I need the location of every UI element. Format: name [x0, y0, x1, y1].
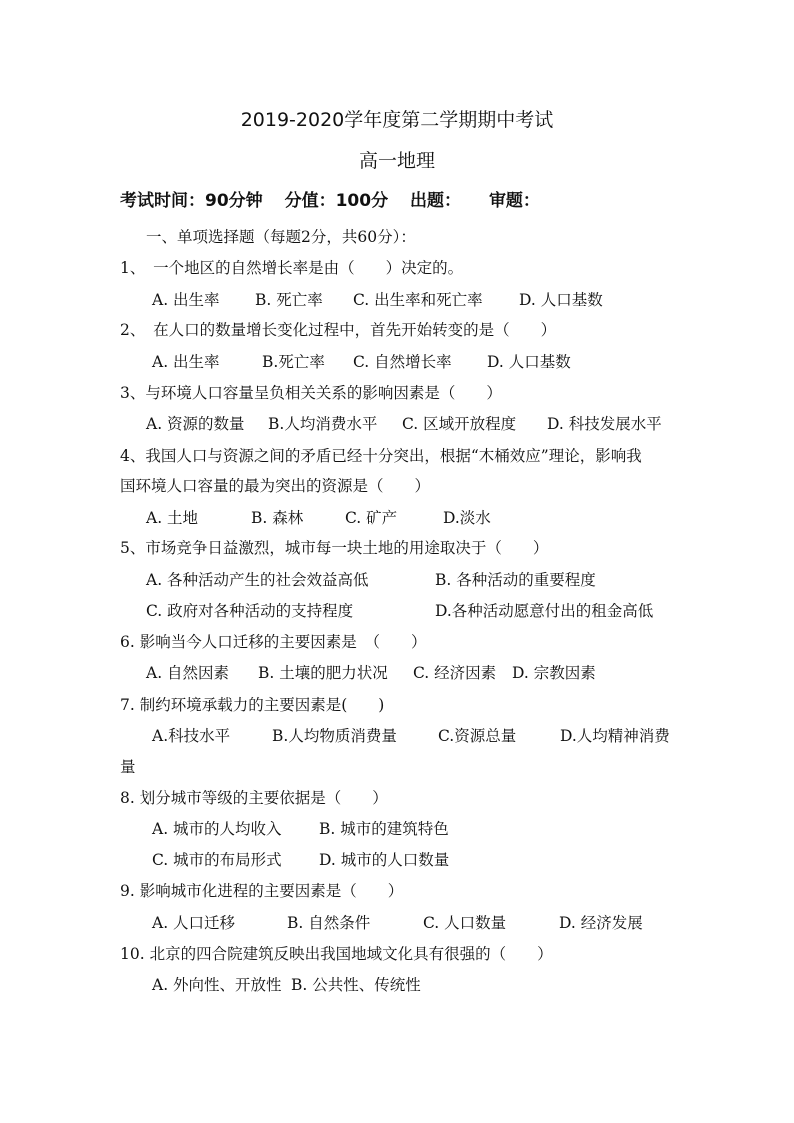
exam-subject: 高一地理	[358, 150, 435, 172]
option: C. 自然增长率	[353, 353, 452, 371]
option: A. 外向性、开放性	[152, 976, 282, 994]
option: B. 各种活动的重要程度	[435, 571, 596, 589]
question-stem: 9. 影响城市化进程的主要因素是（ ）	[120, 882, 404, 900]
option: B. 死亡率	[255, 291, 323, 309]
question-stem: 8. 划分城市等级的主要依据是（ ）	[120, 789, 388, 807]
option: B. 自然条件	[287, 914, 371, 932]
question-stem: 6. 影响当今人口迁移的主要因素是 （ ）	[120, 633, 427, 651]
exam-reviewer: 审题：	[488, 191, 540, 211]
question-stem: 5、市场竞争日益激烈，城市每一块土地的用途取决于（ ）	[120, 539, 549, 557]
exam-score: 分值：100分	[284, 191, 389, 211]
option: D.各种活动愿意付出的租金高低	[435, 602, 654, 620]
option: C.资源总量	[438, 727, 517, 745]
option: B.人均消费水平	[268, 415, 378, 433]
option: B.人均物质消费量	[272, 727, 397, 745]
question-stem: 7. 制约环境承载力的主要因素是( )	[120, 696, 385, 714]
option: C. 城市的布局形式	[152, 851, 282, 869]
exam-meta	[120, 190, 540, 212]
option: D.人均精神消费	[560, 727, 670, 745]
option: C. 政府对各种活动的支持程度	[146, 602, 354, 620]
option: B.死亡率	[262, 353, 325, 371]
option: C. 经济因素	[413, 664, 497, 682]
question-stem: 3、与环境人口容量呈负相关关系的影响因素是（ ）	[120, 384, 502, 402]
option: A. 出生率	[152, 291, 220, 309]
option: D. 城市的人口数量	[319, 851, 450, 869]
exam-author: 出题：	[410, 191, 462, 211]
option: A. 城市的人均收入	[152, 820, 282, 838]
option: C. 区域开放程度	[402, 415, 517, 433]
option: D.淡水	[443, 509, 491, 527]
option: B. 森林	[251, 509, 304, 527]
section-heading: 一、单项选择题（每题2分，共60分）：	[146, 228, 416, 246]
option-wrap: 量	[120, 758, 136, 776]
option: D. 人口基数	[519, 291, 603, 309]
option: D. 经济发展	[559, 914, 643, 932]
option: A.科技水平	[152, 727, 231, 745]
option: D. 科技发展水平	[547, 415, 662, 433]
option: A. 人口迁移	[152, 914, 236, 932]
exam-title: 2019-2020学年度第二学期期中考试	[240, 109, 554, 131]
option: D. 宗教因素	[512, 664, 596, 682]
option: D. 人口基数	[487, 353, 571, 371]
option: B. 土壤的肥力状况	[258, 664, 388, 682]
question-stem: 2、 在人口的数量增长变化过程中，首先开始转变的是（ ）	[120, 321, 557, 339]
option: C. 矿产	[345, 509, 398, 527]
question-stem: 10. 北京的四合院建筑反映出我国地域文化具有很强的（ ）	[120, 945, 553, 963]
option: A. 资源的数量	[146, 415, 245, 433]
option: C. 出生率和死亡率	[353, 291, 483, 309]
exam-time: 考试时间：90分钟	[120, 191, 263, 211]
question-stem: 1、 一个地区的自然增长率是由（ ）决定的。	[120, 259, 464, 277]
option: A. 各种活动产生的社会效益高低	[146, 571, 369, 589]
option: B. 公共性、传统性	[291, 976, 421, 994]
question-stem-continued: 国环境人口容量的最为突出的资源是（ ）	[120, 477, 431, 495]
option: A. 自然因素	[146, 664, 230, 682]
option: B. 城市的建筑特色	[319, 820, 449, 838]
option: A. 土地	[146, 509, 199, 527]
question-stem: 4、我国人口与资源之间的矛盾已经十分突出，根据“木桶效应”理论，影响我	[120, 447, 642, 465]
option: C. 人口数量	[423, 914, 507, 932]
option: A. 出生率	[152, 353, 220, 371]
